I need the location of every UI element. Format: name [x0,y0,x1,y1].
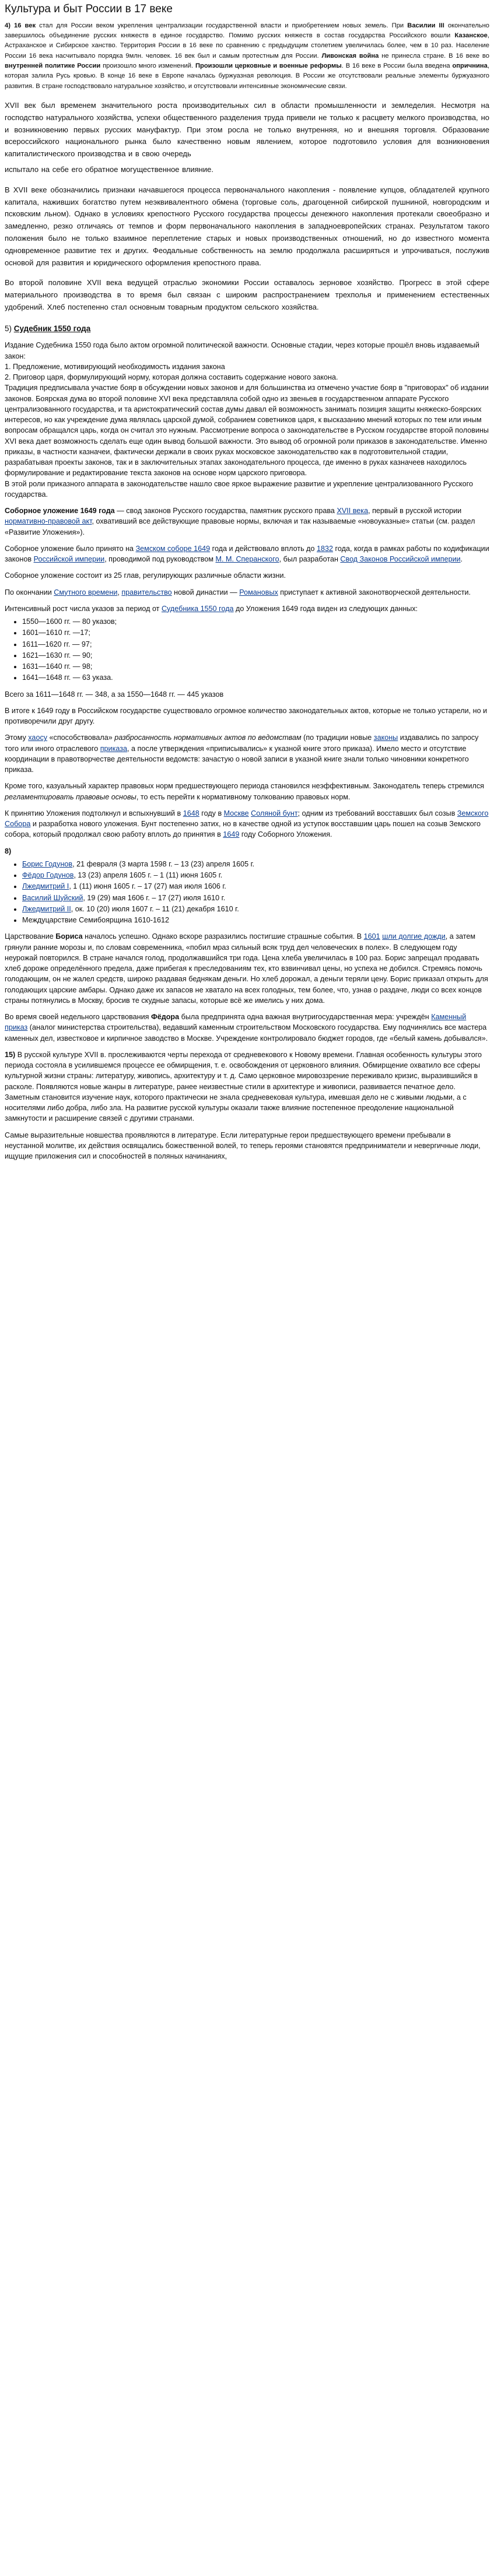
link-time-of-troubles[interactable]: Смутного времени [54,588,118,596]
list-item: • 1631—1640 гг. — 98; [22,661,489,672]
text: , был разработан [279,555,341,564]
link-salt-riot[interactable]: Соляной бунт [251,809,298,817]
text: , 13 (23) апреля 1605 г. – 1 (11) июня 1605 г. [73,871,223,880]
paragraph-result: В итоге к 1649 году в Российском государстве существовало огромное количество законодательных актов, которые не только устарели, но и противоречили друг другу. [5,706,488,726]
text: года, когда в рамках работы по кодификации законов [5,544,489,564]
text: Кроме того, казуальный характер правовых норм предшествующего периода становился неэффективным. Законодатель теперь стремился [5,782,484,791]
text: , первый в русской истории [368,507,462,515]
link-1649[interactable]: 1649 [223,830,240,839]
link-stone-prikaz[interactable]: Каменный приказ [5,1013,467,1032]
bold-text: опричнина [452,62,488,69]
text: Царствование [5,932,56,941]
text: года и действовало вплоть до [210,544,317,553]
link-russian-empire[interactable]: Российской империи [33,555,105,564]
list-item: • 1601—1610 гг. —17; [22,627,489,638]
link-1601[interactable]: 1601 [363,932,380,941]
text: и разработка нового уложения. Бунт постепенно затих, но в качестве одной из уступок восставшим царь пошел на созыв Земского собора, который продолжал свою работу вплоть до принятия в [5,820,481,839]
text: ; одним из требований восставших был созыв [297,809,457,817]
section-8-heading: 8) [5,847,12,855]
link-zemsky-sobor[interactable]: Земского Собора [5,809,489,829]
text: По окончании [5,588,54,596]
paragraph-xvii-continued: испытало на себе его обратное могущественное влияние. [5,165,213,174]
link-1648[interactable]: 1648 [183,809,199,817]
paragraph-ulozhenie-adoption [5,543,489,565]
text: Междуцарствие Семибоярщина 1610-1612 [22,916,169,925]
list-item: • 1621—1630 гг. — 90; [22,650,489,661]
bold-text: Бориса [55,932,83,941]
paragraph-boris [5,931,489,1006]
text: , которая залила Русь кровью. В конце 16 веке в Европе началась буржуазная революция. В России же отсутствовали реальные элементы буржуазного развития. В стране господствовало натуральное хозяйство, и отсутствовали интенсивные экономические связи. [5,62,489,90]
text: В русской культуре XVII в. прослеживаются черты перехода от средневекового к Новому времени. Главная особенность культуры этого периода состояла в усилившемся процессе ее обмирщения, т. е. освобождения от церковного влияния. Обмирщение охватило все сферы культурной жизни страны: литературу, живопись, архитектуру и т. д. Само церковное мировоззрение переживало кризис, выразившийся в расколе. Появляются новые жанры в литературе, ранее неизвестные стили в архитектуре и живописи, развивается печатное дело. Заметным становится изучение наук, которого практически не знала средневековая культура, имевшая дело не с живыми людьми, а с носителями либо добра, либо зла. На развитие русской культуры оказали также влияние постепенное преодоление национальной замкнутости и расширение связей с другими странами. [5,1050,482,1123]
paragraph-chapters: Соборное уложение состоит из 25 глав, регулирующих различные области жизни. [5,571,286,580]
section-15-number: 15) [5,1050,16,1059]
text: , то есть перейти к нормативному толкованию правовых норм. [136,792,351,801]
link-zemsky-sobor-1649[interactable]: Земском соборе 1649 [135,544,211,553]
section-5-heading [5,323,489,335]
text: новой династии — [171,588,240,596]
link-1832[interactable]: 1832 [317,544,334,553]
paragraph-chaos [5,732,489,775]
text: приступает к активной законотворческой деятельности. [278,588,471,596]
link-moscow[interactable]: Москве [223,809,249,817]
text: , 1 (11) июня 1605 г. – 17 (27) мая июля 1606 г. [69,882,226,891]
list-item [22,859,489,869]
paragraph-fedor [5,1012,489,1044]
paragraph-grain: Во второй половине XVII века ведущей отраслью экономики России оставалось зерновое хозяйство. Прогресс в этой сфере материального производства в то время был связан с широким распространением трехполья и применением естественных удобрений. Хлеб постепенно стал основным товарным продуктом сельского хозяйства. [5,278,489,312]
italic-text: разбросанность нормативных актов по ведомствам [114,734,302,742]
section-4-lead: 4) 16 век [5,22,36,29]
text: «способствовала» [47,734,115,742]
document-page [0,0,494,1173]
text: была предпринята одна важная внутригосударственная мера: учреждён [179,1013,432,1022]
link-ruler[interactable]: Василий Шуйский [22,893,83,902]
link-ruler[interactable]: Борис Годунов [22,859,73,868]
list-item [22,904,489,914]
list-item: • 1611—1620 гг. — 97; [22,639,489,650]
bold-text: Ливонская война [321,52,379,59]
link-normative-act[interactable]: нормативно-правовой акт [5,517,92,526]
text: , проводимой под руководством [104,555,216,564]
paragraph-sudebnik: Издание Судебника 1550 года было актом огромной политической важности. Основные стадии, через которые прошёл вновь издаваемый закон: 1. Предложение, мотивирующий необходимость издания закона 2. Приговор царя, формулирующий норму, которая должна составить содержание нового закона. Традиция предписывала участие бояр в обсуждении новых законов и для большинства из отмечено участие бояр в "приговорах" об издании законов. Боярская дума во второй половине XVI века представляла собой одно из звеньев в государственном аппарате Русского централизованного государства, и та аристократический состав думы давал ей возможность занимать позиция защиты княжеско-боярских интересов, но как учреждение дума являлась царской думой, собранием советников царя, к высказанию мнений которых по тем или иным вопросам обращался царь, когда он считал это нужным. Рассмотрение вопроса о законодательстве в Русском государстве второй половины XVI века дает возможность сделать еще один вывод большой важности. Это вывод об огромной роли приказов в законодательстве. Именно приказы, в частности казначеи, фактически держали в своих руках московское законодательство как в подготовительной стадии, разрабатывая проекты законов, так и в заключительных этапах законодательного процесса, где именно в руках казначеев находилось формулирование и редактирование текста законов на основе норм царского приговора. В этой роли приказного аппарата в законодательстве нашло свое яркое выражение развитие и укрепление централизованного Русского государства. [5,341,489,499]
list-item [22,870,489,880]
text: , охвативший все действующие правовые нормы, включая и так называемые «новоуказные» статьи (см. раздел «Развитие Уложения»). [5,517,475,536]
link-ruler[interactable]: Лжедмитрий I [22,882,69,891]
paragraph-ulozhenie-intro [5,506,489,538]
text: году Соборного Уложения. [239,830,332,839]
list-item [22,881,489,892]
text: , [117,588,122,596]
text: , 21 февраля (3 марта 1598 г. – 13 (23) апреля 1605 г. [72,859,255,868]
list-item: • 1550—1600 гг. — 80 указов; [22,616,489,627]
link-long-rains[interactable]: шли долгие дожди [382,932,446,941]
paragraph-decree-growth [5,603,489,614]
bold-text: Казанское [454,31,488,39]
text: году в [199,809,224,817]
text: , 19 (29) мая 1606 г. – 17 (27) июля 1610 г. [83,893,226,902]
list-item [22,915,489,925]
paragraph-literature: Самые выразительные новшества проявляются в литературе. Если литературные герои предшествующего времени пребывали в неустанной молитве, их действия освящались божественной волей, то теперь героями становятся предприниматели и невергичные люди, ищущие приложения сил и способностей в поляных начинаниях, [5,1131,481,1161]
paragraph-after-troubles [5,587,489,598]
paragraph-salt-riot [5,808,489,840]
text: (аналог министерства строительства), ведавший каменным строительством Московского государства. Ему подчинялись все мастера каменных дел, известковое и кирпичное заводство в Москве. Учреждение контролировало бюджет городов, где «белый камень добывался». [5,1023,488,1043]
link-laws[interactable]: законы [373,734,398,742]
link-code-of-laws[interactable]: Свод Законов Российской империи [340,555,461,564]
bold-text: Соборное уложение 1649 года [5,507,115,515]
link-government[interactable]: правительство [121,588,172,596]
link-xvii-century[interactable]: XVII века [337,507,369,515]
bold-text: Василии III [407,22,444,29]
text: стал для России веком укрепления централизации государственной власти и приобретением новых земель. При [36,22,408,29]
bold-text: Фёдора [150,1013,180,1022]
paragraph-accumulation: В XVII веке обозначились признаки начавшегося процесса первоначального накопления - появление купцов, обладателей крупного капитала, наживших богатство путем неэквивалентного обмена (торговые соль, драгоценной сибирской пушниной, новгородским и псковским льном). Однако в условиях крепостного Русского государства процессы денежного накопления протекали своеобразно и замедленно, резко отличаясь от темпов и форм первоначального накопления в западноевропейских странах. Результатом такого положения было не только взаимное переплетение старых и новых производственных отношений, но до известного момента одновременное развитие тех и других. Феодальные собственность на землю продолжала расширяться и упрочиваться, послужив основой для развития и юридического оформления крепостного права. [5,185,489,267]
link-chaos[interactable]: хаосу [28,734,48,742]
text: Соборное уложение было принято на [5,544,136,553]
text: началось успешно. Однако вскоре разразились постигшие страшные события. В [82,932,364,941]
text: , а затем грянули ранние морозы и, по словам современника, «побил мраз сильный всяк труд дел человеческих в полех». В следующем году неурожай повторился. В стране начался голод, продолжавшийся три года. Цена хлеба увеличилась в 100 раз. Борис запрещал продавать хлеб дороже определённого предела, даже прибегая к преследованиям тех, кто взвинчивал цены, но успеха не добился. Стремясь помочь голодающим, он не жалел средств, широко раздавая беднякам деньги. Но хлеб дорожал, а деньги теряли цену. Борис приказал открыть для голодающих царские амбары. Однако даже их запасов не хватало на всех голодных, тем более, что, узнав о раздаче, люди со всех концов страны потянулись в Москву, бросив те скудные запасы, которые всё же имелись у них дома. [5,932,488,1005]
text: Интенсивный рост числа указов за период от [5,604,162,613]
text: , ок. 10 (20) июля 1607 г. – 11 (21) декабря 1610 г. [71,904,239,913]
text: — свод законов Русского государства, памятник русского права [114,507,337,515]
text: (по традиции новые [301,734,374,742]
text: . В 16 веке в России была введена [341,62,453,69]
link-prikaz[interactable]: приказа [100,744,128,753]
link-ruler[interactable]: Фёдор Годунов [22,871,74,880]
text: Во время своей недельного царствования [5,1013,151,1022]
text: , а после утверждения «приписывались» к указной книге этого приказа). Имело место и отсутствие координации в правотворчестве деятельности ведомств: зачастую о новой записи в указной книге знали только чиновники конкретного приказа. [5,744,469,774]
link-ruler[interactable]: Лжедмитрий II [22,904,71,913]
list-item: • 1641—1648 гг. — 63 указа. [22,672,489,683]
decree-list [5,616,489,683]
link-romanovs[interactable]: Романовых [239,588,278,596]
text: произошло много изменений. [100,62,195,69]
section-title: Судебник 1550 года [13,324,91,333]
section-number: 5) [5,324,14,333]
text: не принесла стране. В 16 веке во [379,52,489,59]
text: окончательно завершилось объединение русских княжеств в единое государство. Помимо русских княжеств в состав государства Российского вошли [5,22,489,39]
page-title: Культура и быт России в 17 веке [5,3,173,15]
paragraph-total: Всего за 1611—1648 гг. — 348, а за 1550—1648 гг. — 445 указов [5,690,224,699]
text: К принятию Уложения подтолкнул и вспыхнувший в [5,809,183,817]
paragraph-casual-norms [5,781,489,802]
rulers-list [5,859,489,926]
bold-text: Произошли церковные и военные реформы [195,62,342,69]
link-speransky[interactable]: М. М. Сперанского [215,555,279,564]
text: Этому [5,734,29,742]
text: , Астраханское и Сибирское ханство. Территория России в 16 веке по сравнению с предыдущим столетием увеличилась более, чем в 10 раз. Население России 16 века насчитывало порядка 9млн. человек. 16 век был и самым протестным для России. [5,31,489,59]
italic-text: регламентировать правовые основы [5,792,136,801]
section-4-paragraph [5,21,489,92]
text: издавались по запросу того или иного отраслевого [5,734,479,753]
bold-text: внутренней политике России [5,62,101,69]
list-item [22,893,489,903]
text: . [460,555,463,564]
link-sudebnik-1550[interactable]: Судебника 1550 года [161,604,234,613]
paragraph-xvii: XVII век был временем значительного роста производительных сил в области промышленности и земледелия. Несмотря на господство натурального хозяйства, успехи общественного разделения труда привели не только к расцвету мелкого производства, но и возникновению первых русских мануфактур. При этом росла не только внутренняя, но и внешняя торговля. Образование всероссийского национального рынка было качественно новым явлением, которое подготовило условия для возникновения капиталистического производства и в свою очередь [5,101,489,159]
paragraph-15-culture [5,1050,489,1124]
text: до Уложения 1649 года виден из следующих данных: [233,604,418,613]
